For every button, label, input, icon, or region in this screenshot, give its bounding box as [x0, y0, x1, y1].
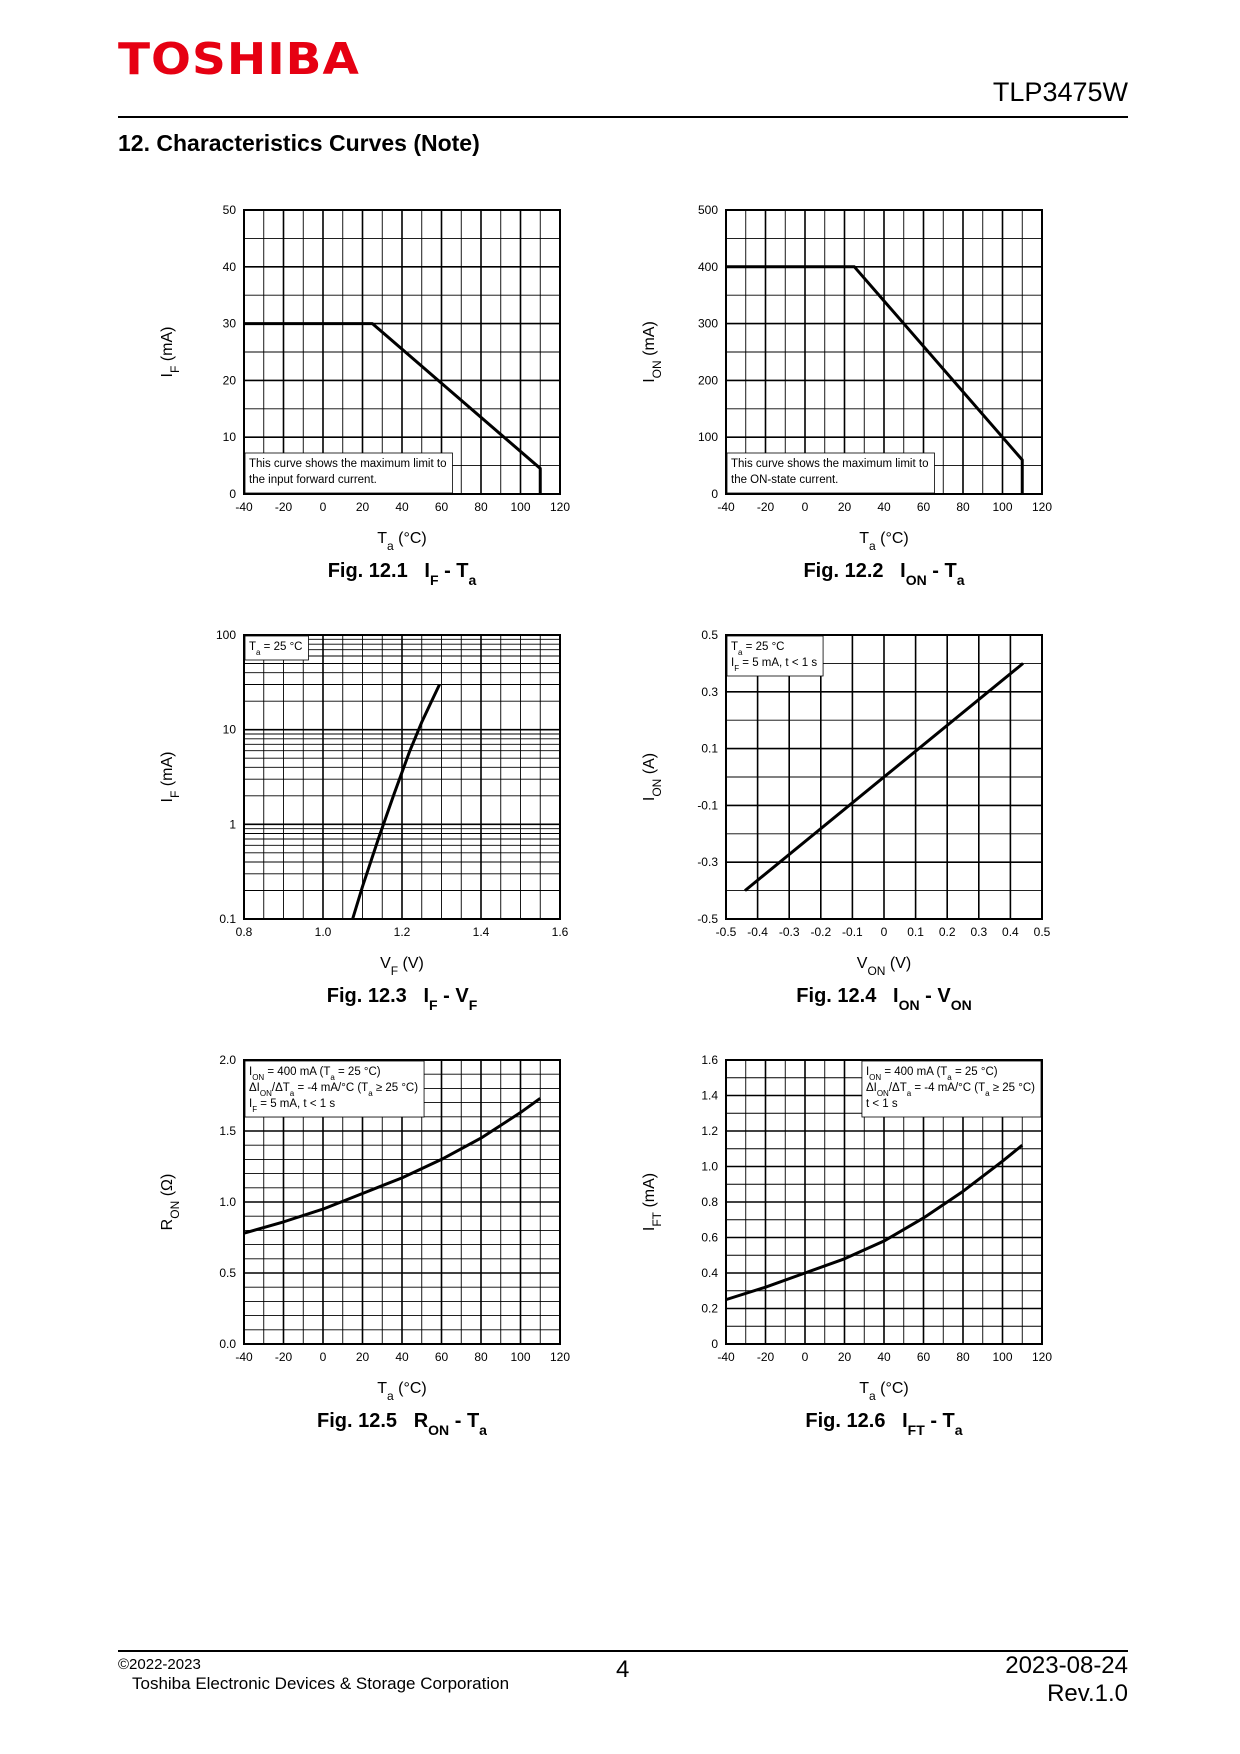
x-tick-label: 40 — [877, 500, 891, 514]
x-tick-label: 40 — [395, 1350, 409, 1364]
y-tick-label: 1.0 — [701, 1159, 718, 1174]
x-tick-label: 0.5 — [1033, 925, 1051, 939]
x-tick-label: 60 — [916, 1350, 931, 1364]
x-tick-label: -40 — [235, 1350, 253, 1364]
y-tick-label: 0.5 — [701, 628, 718, 642]
figure-number: Fig. 12.1 — [327, 560, 408, 582]
y-tick-label: -0.1 — [697, 798, 718, 813]
footer-rule — [118, 1650, 1128, 1652]
y-tick-label: 20 — [222, 373, 236, 388]
figure-caption: Fig. 12.4 $I_{ON} - V_{ON}$ — [796, 985, 972, 1013]
x-tick-label: 80 — [474, 500, 488, 514]
x-tick-label: 0.2 — [938, 925, 956, 939]
y-tick-label: 50 — [222, 203, 236, 217]
y-tick-label: 30 — [222, 316, 236, 331]
x-tick-label: 60 — [434, 500, 449, 514]
x-tick-label: 40 — [395, 500, 409, 514]
annotation-text: $T_a = 25$ °C — [731, 641, 785, 657]
x-tick-label: 20 — [355, 500, 370, 514]
chart-svg — [632, 190, 1084, 588]
x-tick-label: -40 — [717, 500, 735, 514]
x-tick-label: 0.4 — [1002, 925, 1019, 939]
x-tick-label: 20 — [837, 500, 852, 514]
x-tick-label: 60 — [434, 1350, 449, 1364]
y-tick-label: 10 — [222, 722, 236, 737]
figure-caption: Fig. 12.2 $I_{ON} - T_a$ — [803, 560, 965, 588]
chart-fig-12-2 — [632, 190, 1084, 588]
y-axis-label: $I_{ON}$ (A) — [641, 752, 664, 802]
x-tick-label: 120 — [1031, 500, 1053, 514]
chart-fig-12-6 — [632, 1040, 1084, 1438]
y-tick-label: 1.2 — [701, 1124, 718, 1138]
x-tick-label: 120 — [549, 1350, 571, 1364]
annotation — [245, 1061, 424, 1117]
y-tick-label: 1 — [229, 817, 236, 832]
y-tick-label: 0 — [229, 487, 236, 501]
annotation — [727, 453, 934, 493]
x-tick-label: -0.4 — [747, 925, 768, 939]
toshiba-logo: TOSHIBA — [118, 34, 360, 86]
annotation-text: This curve shows the maximum limit to — [731, 458, 929, 470]
x-tick-label: -40 — [717, 1350, 735, 1364]
annotation-text: the input forward current. — [249, 474, 377, 486]
figure-number: Fig. 12.5 — [317, 1410, 398, 1432]
y-tick-label: 100 — [697, 430, 718, 445]
y-tick-label: 2.0 — [219, 1053, 236, 1067]
annotation-text: $T_a = 25$ °C — [249, 641, 303, 657]
document-revision: Rev.1.0 — [1047, 1680, 1128, 1707]
annotation-text: $I_F = 5$ mA, t < 1 s — [249, 1098, 336, 1114]
x-tick-label: -20 — [274, 500, 293, 514]
y-tick-label: 0.8 — [701, 1195, 718, 1209]
annotation-text: $\Delta I_{ON}/\Delta T_a = -4$ mA/°C ($T_a \ge 25$ °C) — [865, 1082, 1035, 1098]
page-number: 4 — [616, 1656, 630, 1683]
x-tick-label: 120 — [549, 500, 571, 514]
annotation-text: t < 1 s — [865, 1098, 898, 1110]
y-tick-label: 1.5 — [219, 1124, 236, 1138]
y-tick-label: 0.0 — [219, 1337, 236, 1351]
part-number: TLP3475W — [992, 77, 1128, 107]
y-tick-label: 0.6 — [701, 1230, 718, 1245]
x-tick-label: 0 — [319, 1350, 327, 1364]
x-tick-label: 100 — [510, 500, 531, 514]
x-tick-label: -0.1 — [842, 925, 863, 939]
annotation — [245, 636, 308, 660]
x-tick-label: 80 — [474, 1350, 488, 1364]
y-tick-label: 0.5 — [219, 1266, 236, 1280]
x-tick-label: -0.3 — [778, 925, 800, 939]
x-tick-label: -40 — [235, 500, 253, 514]
y-axis-label: $R_{ON}$ (Ω) — [159, 1173, 182, 1231]
chart-svg — [632, 615, 1084, 1013]
annotation — [727, 636, 823, 676]
x-tick-label: -20 — [756, 1350, 775, 1364]
x-tick-label: 0 — [801, 1350, 809, 1364]
x-axis-label: $V_{ON}$ (V) — [856, 955, 912, 978]
chart-svg — [150, 615, 602, 1013]
x-tick-label: 20 — [355, 1350, 370, 1364]
y-tick-label: 0.4 — [701, 1266, 718, 1280]
chart-fig-12-4 — [632, 615, 1084, 1013]
y-tick-label: 0.1 — [219, 912, 236, 926]
y-axis-label: $I_F$ (mA) — [159, 751, 182, 803]
chart-svg — [150, 1040, 602, 1438]
x-axis-label: $T_a$ (°C) — [377, 1380, 427, 1403]
x-tick-label: 0 — [880, 925, 888, 939]
figure-number: Fig. 12.2 — [803, 560, 884, 582]
y-tick-label: 300 — [697, 316, 718, 331]
x-tick-label: -0.5 — [715, 925, 737, 939]
chart-svg — [150, 190, 602, 588]
x-tick-label: 120 — [1031, 1350, 1053, 1364]
x-tick-label: 40 — [877, 1350, 891, 1364]
document-date: 2023-08-24 — [1005, 1652, 1128, 1679]
y-tick-label: 0 — [711, 487, 718, 501]
y-tick-label: 400 — [697, 259, 718, 274]
chart-fig-12-5 — [150, 1040, 602, 1438]
y-tick-label: 0.2 — [701, 1301, 718, 1316]
y-axis-label: $I_{ON}$ (mA) — [641, 321, 664, 383]
annotation-text: the ON-state current. — [731, 474, 839, 486]
x-tick-label: 100 — [992, 1350, 1013, 1364]
chart-svg — [632, 1040, 1084, 1438]
y-tick-label: -0.3 — [697, 855, 718, 870]
y-axis-label: $I_{FT}$ (mA) — [641, 1172, 664, 1232]
y-tick-label: 0 — [711, 1337, 718, 1351]
y-tick-label: 500 — [697, 203, 718, 217]
y-tick-label: 10 — [222, 430, 236, 445]
y-tick-label: 1.4 — [701, 1088, 718, 1103]
annotation-text: $I_F = 5$ mA, t < 1 s — [731, 657, 818, 673]
x-axis-label: $T_a$ (°C) — [859, 1380, 909, 1403]
x-tick-label: -0.2 — [810, 925, 832, 939]
x-tick-label: 0 — [801, 500, 809, 514]
chart-fig-12-1 — [150, 190, 602, 588]
y-tick-label: 1.6 — [701, 1053, 718, 1067]
y-tick-label: 200 — [697, 373, 718, 388]
x-tick-label: 100 — [510, 1350, 531, 1364]
x-tick-label: 20 — [837, 1350, 852, 1364]
annotation-text: $I_{ON} = 400$ mA ($T_a = 25$ °C) — [865, 1066, 998, 1082]
x-tick-label: 1.4 — [472, 925, 490, 939]
annotation — [862, 1061, 1041, 1117]
y-tick-label: 0.3 — [701, 684, 718, 699]
y-axis-label: $I_F$ (mA) — [159, 326, 182, 378]
x-axis-label: $T_a$ (°C) — [859, 530, 909, 553]
y-tick-label: 100 — [215, 628, 236, 642]
x-tick-label: 80 — [956, 1350, 970, 1364]
x-tick-label: 1.2 — [393, 925, 411, 939]
y-tick-label: 0.1 — [701, 741, 718, 756]
x-tick-label: 0.1 — [907, 925, 924, 939]
header-rule — [118, 116, 1128, 118]
x-tick-label: 60 — [916, 500, 931, 514]
x-tick-label: -20 — [756, 500, 775, 514]
x-tick-label: 1.6 — [551, 925, 569, 939]
x-axis-label: $T_a$ (°C) — [377, 530, 427, 553]
chart-fig-12-3 — [150, 615, 602, 1013]
y-tick-label: 40 — [222, 259, 236, 274]
figure-caption: Fig. 12.3 $I_F - V_F$ — [326, 985, 478, 1013]
y-tick-label: -0.5 — [697, 912, 718, 926]
section-title: 12. Characteristics Curves (Note) — [118, 130, 480, 156]
x-tick-label: 100 — [992, 500, 1013, 514]
figure-number: Fig. 12.3 — [326, 985, 407, 1007]
x-tick-label: 80 — [956, 500, 970, 514]
annotation-text: This curve shows the maximum limit to — [249, 458, 447, 470]
x-tick-label: 0.3 — [970, 925, 988, 939]
figure-caption: Fig. 12.6 $I_{FT} - T_a$ — [805, 1410, 963, 1438]
company-name: Toshiba Electronic Devices & Storage Corporation — [132, 1674, 510, 1693]
annotation-text: $\Delta I_{ON}/\Delta T_a = -4$ mA/°C ($T_a \ge 25$ °C) — [249, 1082, 419, 1098]
x-tick-label: -20 — [274, 1350, 293, 1364]
annotation-text: $I_{ON} = 400$ mA ($T_a = 25$ °C) — [249, 1066, 381, 1082]
x-axis-label: $V_F$ (V) — [380, 955, 424, 978]
figure-caption: Fig. 12.1 $I_F - T_a$ — [327, 560, 477, 588]
x-tick-label: 0.8 — [235, 925, 253, 939]
x-tick-label: 0 — [319, 500, 327, 514]
figure-number: Fig. 12.4 — [796, 985, 877, 1007]
figure-caption: Fig. 12.5 $R_{ON} - T_a$ — [317, 1410, 487, 1438]
y-tick-label: 1.0 — [219, 1195, 236, 1209]
figure-number: Fig. 12.6 — [805, 1410, 886, 1432]
x-tick-label: 1.0 — [314, 925, 332, 939]
annotation — [245, 453, 452, 493]
copyright: ©2022-2023 — [118, 1656, 201, 1673]
